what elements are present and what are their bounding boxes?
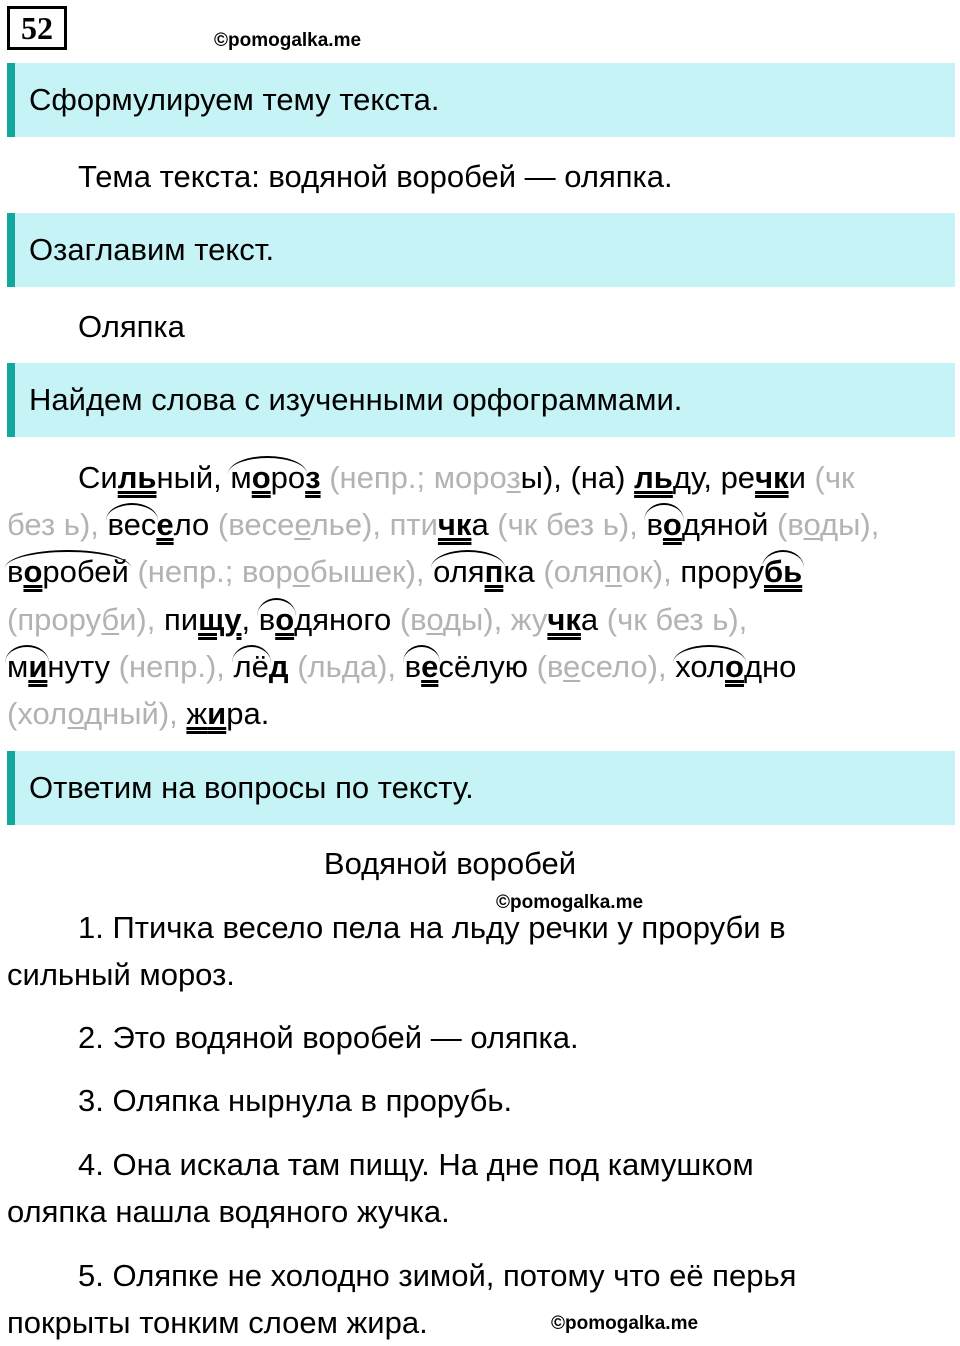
section-heading: Сформулируем тему текста. (29, 82, 440, 117)
topic-line: Тема текста: водяной воробей — оляпка. (78, 159, 673, 194)
section-band-spellings (7, 363, 955, 437)
section-heading: Озаглавим текст. (29, 232, 275, 267)
answer-1a: 1. Птичка весело пела на льду речки у проруби в (78, 910, 786, 945)
title-answer: Оляпка (78, 309, 185, 344)
answer-5a: 5. Оляпке не холодно зимой, потому что её перья (78, 1258, 797, 1293)
spelling-line-2: без ь), весело (весеелье), птичка (чк без ь), водяной (воды), (7, 507, 880, 542)
answer-5b: покрыты тонким слоем жира. (7, 1305, 428, 1340)
section-band-topic (7, 63, 955, 137)
watermark: ©pomogalka.me (496, 892, 644, 913)
watermark: ©pomogalka.me (551, 1313, 699, 1334)
section-heading: Найдем слова с изученными орфограммами. (29, 382, 683, 417)
spelling-line-4: (проруби), пищу, водяного (воды), жучка (чк без ь), (7, 602, 748, 637)
spelling-line-5: минуту (непр.), лёд (льда), весёлую (весело), холодно (7, 649, 797, 684)
watermark: ©pomogalka.me (214, 30, 362, 51)
section-band-answers (7, 751, 955, 825)
spelling-line-1: Сильный, мороз (непр.; морозы), (на) льду, речки (чк (78, 460, 855, 495)
answer-3: 3. Оляпка нырнула в прорубь. (78, 1083, 513, 1118)
exercise-number: 52 (7, 6, 67, 50)
spelling-line-6: (холодный), жира. (7, 696, 270, 731)
section-band-title (7, 213, 955, 287)
answer-4b: оляпка нашла водяного жучка. (7, 1194, 450, 1229)
section-heading: Ответим на вопросы по тексту. (29, 770, 474, 805)
spelling-line-3: воробей (непр.; воробышек), оляпка (оляпок), прорубь (7, 554, 803, 589)
answer-2: 2. Это водяной воробей — оляпка. (78, 1020, 579, 1055)
answers-title: Водяной воробей (323, 846, 577, 881)
answer-4a: 4. Она искала там пищу. На дне под камушком (78, 1147, 754, 1182)
answer-1b: сильный мороз. (7, 957, 235, 992)
